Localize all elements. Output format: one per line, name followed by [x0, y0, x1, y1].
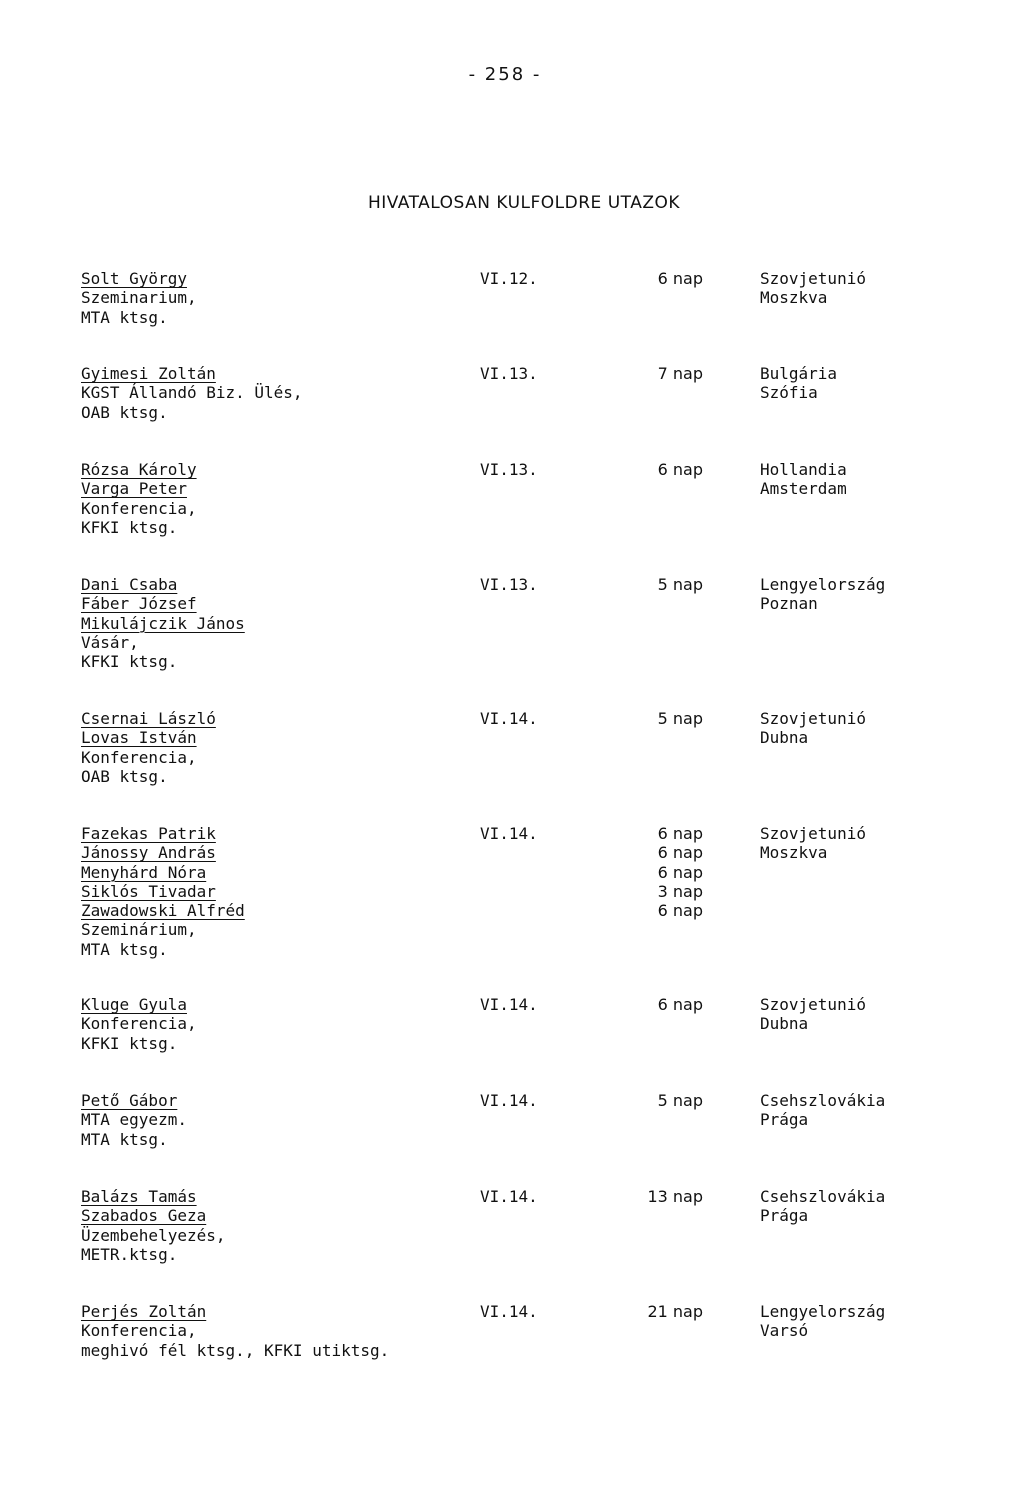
trip-duration: 5 nap [657, 709, 703, 728]
traveler-name: Dani Csaba [81, 575, 178, 594]
destination-city: Dubna [760, 1014, 809, 1034]
trip-date-text: VI.13. [480, 364, 538, 383]
trip-detail: OAB ktsg. [81, 766, 168, 786]
destination-country: Szovjetunió [760, 824, 866, 843]
destination [760, 575, 885, 614]
trip-detail: Szeminárium, [81, 920, 197, 940]
trip-date [480, 364, 538, 383]
trip-date [480, 1091, 538, 1110]
trip-detail: Vásár, [81, 632, 139, 652]
trip-detail: MTA egyezm. [81, 1110, 187, 1130]
trip-detail: Konferencia, [81, 747, 197, 767]
traveler-column [81, 460, 197, 537]
destination-city: Szófia [760, 383, 818, 403]
trip-duration: 6 nap [657, 460, 703, 479]
trip-duration: 13 nap [647, 1187, 703, 1206]
trip-date [480, 995, 538, 1014]
traveler-name: Solt György [81, 269, 187, 288]
trip-detail: KFKI ktsg. [81, 652, 178, 672]
destination-country: Csehszlovákia [760, 1187, 886, 1206]
traveler-name: Varga Peter [81, 479, 187, 499]
trip-date [480, 1187, 538, 1206]
traveler-name: Gyimesi Zoltán [81, 364, 216, 383]
destination-country: Csehszlovákia [760, 1091, 886, 1110]
traveler-name: Siklós Tivadar [81, 881, 216, 901]
traveler-name: Perjés Zoltán [81, 1302, 207, 1321]
trip-duration-column [600, 1302, 703, 1321]
destination-country: Hollandia [760, 460, 847, 479]
trip-date [480, 575, 538, 594]
destination [760, 460, 847, 499]
trip-duration: 5 nap [657, 575, 703, 594]
trip-date [480, 824, 538, 843]
trip-date [480, 1302, 538, 1321]
traveler-name: Pető Gábor [81, 1091, 178, 1110]
traveler-name: Mikulájczik János [81, 613, 245, 633]
trip-duration-column [600, 824, 703, 920]
destination [760, 995, 866, 1034]
traveler-name: Balázs Tamás [81, 1187, 197, 1206]
traveler-name: Fazekas Patrik [81, 824, 216, 843]
trip-detail: Konferencia, [81, 1321, 197, 1341]
traveler-name: Kluge Gyula [81, 995, 187, 1014]
traveler-name: Zawadowski Alfréd [81, 901, 245, 921]
trip-date-text: VI.12. [480, 269, 538, 288]
destination-city: Prága [760, 1206, 809, 1226]
trip-duration: 21 nap [647, 1302, 703, 1321]
trip-date-text: VI.14. [480, 1187, 538, 1206]
destination-city: Dubna [760, 728, 809, 748]
trip-duration: 6 nap [657, 862, 703, 882]
traveler-name: Szabados Geza [81, 1206, 207, 1226]
destination-country: Szovjetunió [760, 995, 866, 1014]
trip-duration-column [600, 1091, 703, 1110]
traveler-name: Fáber József [81, 594, 197, 614]
traveler-column [81, 1302, 389, 1360]
trip-duration: 6 nap [657, 269, 703, 288]
destination-country: Szovjetunió [760, 269, 866, 288]
destination-country: Lengyelország [760, 1302, 886, 1321]
traveler-column [81, 575, 245, 671]
traveler-column [81, 364, 303, 422]
trip-detail: KFKI ktsg. [81, 1033, 178, 1053]
trip-detail: METR.ktsg. [81, 1244, 178, 1264]
traveler-column [81, 1187, 226, 1264]
page-title: HIVATALOSAN KULFOLDRE UTAZOK [367, 193, 681, 213]
trip-detail: OAB ktsg. [81, 402, 168, 422]
destination-city: Moszkva [760, 288, 828, 308]
trip-detail: MTA ktsg. [81, 939, 168, 959]
traveler-name: Menyhárd Nóra [81, 862, 207, 882]
trip-date-text: VI.14. [480, 709, 538, 728]
trip-duration-column [600, 460, 703, 479]
trip-detail: meghivó fél ktsg., KFKI utiktsg. [81, 1340, 390, 1360]
trip-duration: 6 nap [657, 843, 703, 863]
trip-duration: 7 nap [657, 364, 703, 383]
destination-city: Varsó [760, 1321, 809, 1341]
trip-date-text: VI.14. [480, 995, 538, 1014]
destination-city: Moszkva [760, 843, 828, 863]
trip-duration-column [600, 709, 703, 728]
trip-date-text: VI.14. [480, 824, 538, 843]
traveler-column [81, 1091, 187, 1149]
trip-date [480, 709, 538, 728]
trip-detail: Konferencia, [81, 498, 197, 518]
trip-duration-column [600, 269, 703, 288]
traveler-name: Lovas István [81, 728, 197, 748]
traveler-column [81, 709, 216, 786]
destination [760, 1187, 885, 1226]
trip-date-text: VI.13. [480, 575, 538, 594]
trip-duration: 6 nap [657, 824, 703, 843]
destination-city: Prága [760, 1110, 809, 1130]
destination [760, 1302, 885, 1341]
trip-detail: Üzembehelyezés, [81, 1225, 226, 1245]
trip-duration: 6 nap [657, 901, 703, 921]
traveler-name: Csernai László [81, 709, 216, 728]
destination [760, 269, 866, 308]
trip-duration-column [600, 995, 703, 1014]
trip-duration-column [600, 1187, 703, 1206]
destination [760, 364, 837, 403]
traveler-column [81, 269, 197, 327]
destination-city: Amsterdam [760, 479, 847, 499]
destination-country: Bulgária [760, 364, 838, 383]
trip-duration-column [600, 364, 703, 383]
traveler-name: Jánossy András [81, 843, 216, 863]
destination [760, 709, 866, 748]
trip-detail: MTA ktsg. [81, 1129, 168, 1149]
trip-detail: KFKI ktsg. [81, 517, 178, 537]
trip-detail: Szeminarium, [81, 288, 197, 308]
trip-date [480, 460, 538, 479]
trip-detail: Konferencia, [81, 1014, 197, 1034]
destination [760, 824, 866, 863]
destination-country: Lengyelország [760, 575, 886, 594]
trip-duration: 6 nap [657, 995, 703, 1014]
traveler-column [81, 995, 197, 1053]
trip-detail: KGST Állandó Biz. Ülés, [81, 383, 303, 403]
trip-date-text: VI.14. [480, 1302, 538, 1321]
destination [760, 1091, 885, 1130]
destination-city: Poznan [760, 594, 818, 614]
trip-date-text: VI.13. [480, 460, 538, 479]
trip-detail: MTA ktsg. [81, 307, 168, 327]
trip-date [480, 269, 538, 288]
trip-duration: 3 nap [657, 881, 703, 901]
page-number: - 258 - [468, 64, 542, 85]
destination-country: Szovjetunió [760, 709, 866, 728]
traveler-column [81, 824, 245, 959]
traveler-name: Rózsa Károly [81, 460, 197, 479]
trip-duration-column [600, 575, 703, 594]
trip-date-text: VI.14. [480, 1091, 538, 1110]
trip-duration: 5 nap [657, 1091, 703, 1110]
